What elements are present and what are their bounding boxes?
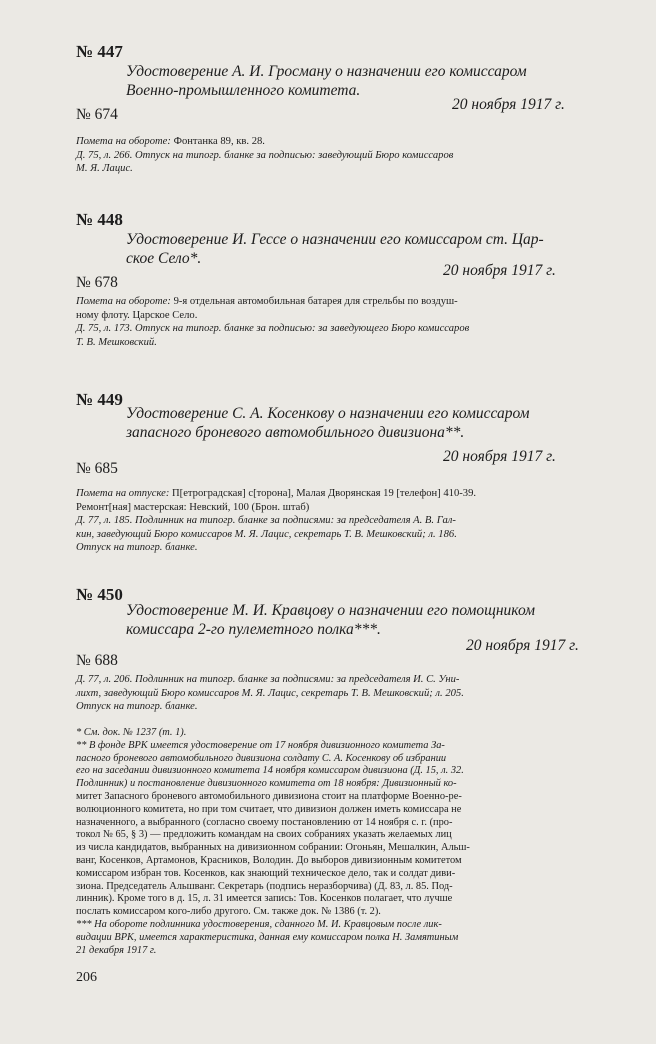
title-line: запасного броневого автомобильного дивизиона**. (126, 424, 465, 441)
doc-448-archive-number: № 678 (76, 274, 118, 291)
title-line: Удостоверение И. Гессе о назначении его комиссаром ст. Цар- (126, 231, 544, 248)
footnote-line: комиссаром избран тов. Косенков, как знающий техническое дело, так и солдат диви- (76, 867, 456, 879)
footnote-line: митет Запасного броневого автомобильного дивизиона стоит на платформе Военно-ре- (76, 790, 462, 802)
doc-448-notes (76, 295, 632, 349)
note-line: Д. 75, л. 173. Отпуск на типогр. бланке за подписью: за заведующего Бюро комиссаров (76, 323, 470, 335)
title-line: комиссара 2-го пулеметного полка***. (126, 621, 381, 638)
doc-449-number: № 449 (76, 390, 123, 409)
note-line: Д. 75, л. 266. Отпуск на типогр. бланке за подписью: заведующий Бюро комиссаров (76, 149, 454, 161)
title-line: ское Село*. (126, 250, 202, 267)
doc-450-archive-number: № 688 (76, 652, 118, 669)
title-line: Удостоверение А. И. Гросману о назначении его комиссаром (126, 63, 527, 80)
footnote-line: назначенного, а выбранного (согласно своему постановлению от 14 ноября с. г. (про- (76, 816, 453, 828)
footnote-line: ** В фонде ВРК имеется удостоверение от 17 ноября дивизионного комитета За- (76, 739, 445, 751)
note-line: ному флоту. Царское Село. (76, 309, 198, 321)
footnote-line: пасного броневого автомобильного дивизиона солдату С. А. Косенкову об избрании (76, 752, 447, 764)
footnote-line: зиона. Председатель Альшванг. Секретарь (подпись неразборчива) (Д. 83, л. 85. Под- (76, 880, 453, 892)
footnote-line: волюционного комитета, но при том считает, что дивизион должен иметь комиссара не (76, 803, 462, 815)
footnote-line: *** На обороте подлинника удостоверения, сданного М. И. Кравцовым после лик- (76, 918, 442, 930)
footnote-line: видации ВРК, имеется характеристика, данная ему комиссаром полка Н. Замятиным (76, 931, 459, 943)
doc-450-number: № 450 (76, 585, 123, 604)
footnote-line: из числа кандидатов, выбранных на дивизионном собрании: Огоньян, Мешалкин, Альш- (76, 842, 470, 854)
note-line: Отпуск на типогр. бланке. (76, 542, 198, 554)
doc-447-number: № 447 (76, 42, 123, 61)
footnote-line: ванг, Косенков, Артамонов, Красников, Володин. До выборов дивизионным комитетом (76, 854, 462, 866)
page-number: 206 (76, 970, 97, 985)
note-line: лихт, заведующий Бюро комиссаров М. Я. Лацис, секретарь Т. В. Мешковский; л. 205. (76, 687, 464, 699)
doc-449-date: 20 ноября 1917 г. (443, 448, 556, 465)
note-line: Помета на обороте: 9-я отдельная автомобильная батарея для стрельбы по воздуш- (76, 296, 458, 307)
note-line: кин, заведующий Бюро комиссаров М. Я. Лацис, секретарь Т. В. Мешковский; л. 186. (76, 528, 457, 540)
doc-448-date: 20 ноября 1917 г. (443, 262, 556, 279)
note-line: М. Я. Лацис. (76, 163, 133, 175)
footnote-line: послать комиссаром кого-либо другого. См. также док. № 1386 (т. 2). (76, 906, 381, 918)
doc-449-title (126, 404, 631, 442)
note-line: Т. В. Мешковский. (76, 336, 157, 348)
note-line: Д. 77, л. 206. Подлинник на типогр. бланке за подписями: за председателя И. С. Уни- (76, 674, 460, 685)
doc-448-number: № 448 (76, 210, 123, 229)
note-line: Отпуск на типогр. бланке. (76, 701, 198, 713)
footnote-line: линник). Кроме того в д. 15, л. 31 имеется запись: Тов. Косенков полагает, что лучше (76, 893, 453, 905)
footnote-line: * См. док. № 1237 (т. 1). (76, 727, 187, 738)
doc-450-notes (76, 673, 632, 714)
title-line: Удостоверение С. А. Косенкову о назначении его комиссаром (126, 405, 530, 422)
footnote-line: 21 декабря 1917 г. (76, 944, 157, 956)
footnote-line: его на заседании дивизионного комитета 14 ноября комиссаром дивизиона (Д. 15, л. 32. (76, 765, 464, 777)
doc-447-date: 20 ноября 1917 г. (452, 96, 565, 113)
doc-450-date: 20 ноября 1917 г. (466, 637, 579, 654)
note-line: Д. 77, л. 185. Подлинник на типогр. бланке за подписями: за председателя А. В. Гал- (76, 515, 456, 527)
note-line: Помета на обороте: Фонтанка 89, кв. 28. (76, 136, 265, 147)
title-line: Удостоверение М. И. Кравцову о назначении его помощником (126, 602, 536, 619)
doc-450-title (126, 601, 631, 639)
footnotes (76, 727, 632, 957)
footnote-line: Подлинник) и постановление дивизионного комитета от 18 ноября: Дивизионный ко- (76, 778, 457, 790)
note-line: Помета на отпуске: П[етроградская] с[торона], Малая Дворянская 19 [телефон] 410-39. (76, 488, 477, 499)
title-line: Военно-промышленного комитета. (126, 82, 361, 99)
footnote-line: токол № 65, § 3) — предложить командам на своих собраниях указать желаемых лиц (76, 829, 452, 841)
doc-449-archive-number: № 685 (76, 460, 118, 477)
doc-447-archive-number: № 674 (76, 106, 118, 123)
note-line: Ремонт[ная] мастерская: Невский, 100 (Брон. штаб) (76, 501, 310, 513)
doc-449-notes (76, 487, 632, 555)
doc-447-notes (76, 135, 632, 176)
doc-447-title (126, 62, 631, 100)
